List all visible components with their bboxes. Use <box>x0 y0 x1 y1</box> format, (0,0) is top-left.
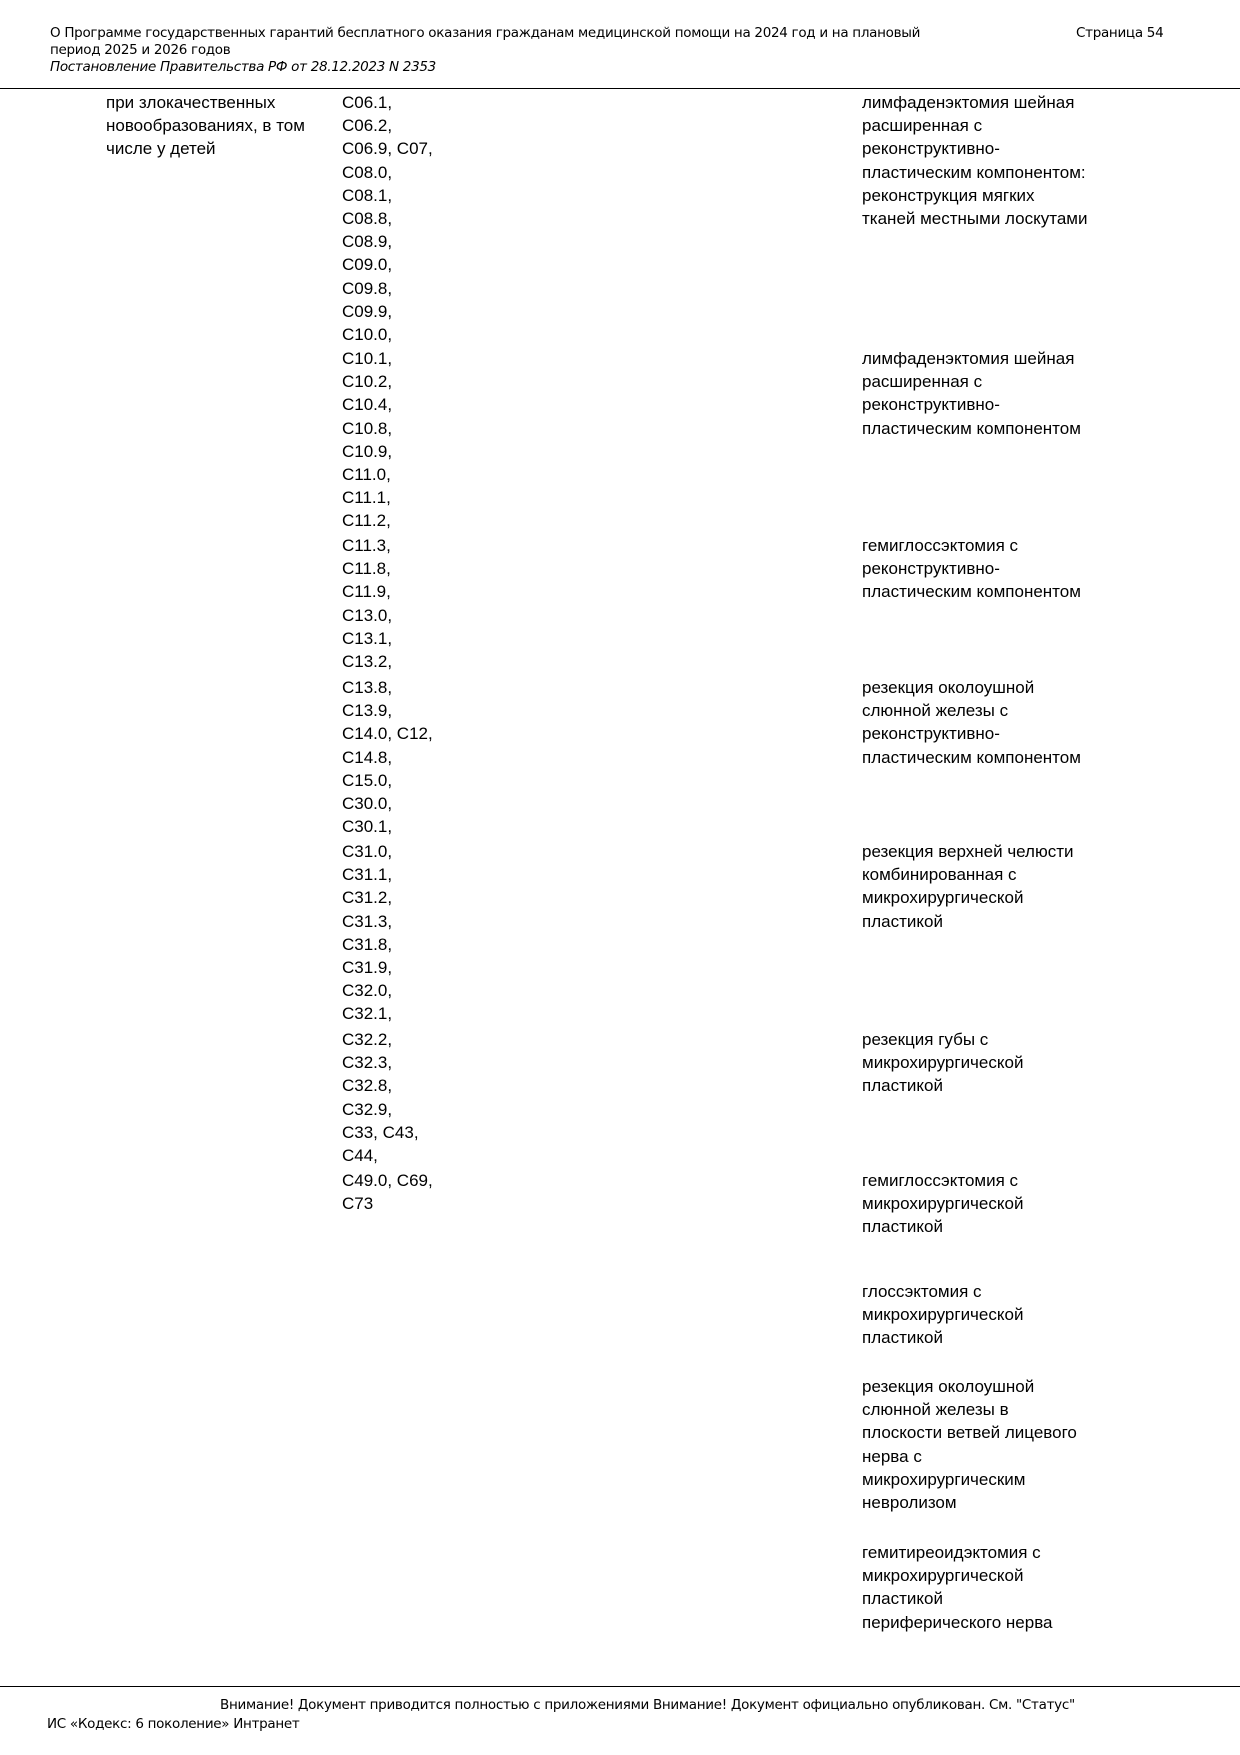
cell-line: резекция околоушной <box>862 1377 1035 1396</box>
cell-line: C33, C43, <box>342 1122 419 1142</box>
cell-line: расширенная с <box>862 372 983 392</box>
procedure-block <box>862 840 1074 933</box>
cell-line: пластикой <box>862 1328 943 1348</box>
cell-line: невролизом <box>862 1493 957 1513</box>
codes-block <box>342 1028 419 1167</box>
document-title-line2: период 2025 и 2026 годов <box>50 42 231 58</box>
cell-line: резекция околоушной <box>862 678 1035 697</box>
cell-line: C10.8, <box>342 418 393 438</box>
cell-line: C08.1, <box>342 185 393 205</box>
cell-line: C06.2, <box>342 116 393 136</box>
cell-line: реконструктивно- <box>862 559 1000 579</box>
cell-line: пластикой <box>862 1217 943 1237</box>
cell-line: пластическим компонентом <box>862 747 1081 767</box>
cell-line: C10.2, <box>342 372 393 392</box>
cell-line: C13.2, <box>342 652 393 672</box>
procedure-block <box>862 347 1081 440</box>
footer-system: ИС «Кодекс: 6 поколение» Интранет <box>47 1716 300 1732</box>
cell-line: пластикой <box>862 1589 943 1609</box>
cell-line: пластикой <box>862 1076 943 1096</box>
cell-line: гемиглоссэктомия с <box>862 1171 1019 1190</box>
cell-line: C73 <box>342 1194 374 1214</box>
cell-line: микрохирургической <box>862 1566 1024 1586</box>
cell-line: C10.9, <box>342 441 393 461</box>
cell-line: C32.3, <box>342 1053 393 1073</box>
cell-line: глоссэктомия с <box>862 1282 982 1301</box>
cell-line: C15.0, <box>342 770 393 790</box>
document-title-line1: О Программе государственных гарантий бесплатного оказания гражданам медицинской помощи на 2024 год и на плановый <box>50 25 921 41</box>
cell-line: расширенная с <box>862 116 983 136</box>
cell-line: C06.1, <box>342 93 393 112</box>
cell-line: C13.1, <box>342 628 393 648</box>
codes-block <box>342 534 392 673</box>
header-divider <box>0 88 1240 89</box>
cell-line: пластическим компонентом <box>862 418 1081 438</box>
cell-line: C11.3, <box>342 536 391 555</box>
codes-block <box>342 91 433 346</box>
cell-line: C32.0, <box>342 981 393 1001</box>
cell-line: комбинированная с <box>862 865 1017 885</box>
procedure-block <box>862 534 1081 604</box>
cell-line: резекция губы с <box>862 1030 989 1049</box>
cell-line: C08.9, <box>342 232 393 252</box>
cell-line: реконструкция мягких <box>862 185 1035 205</box>
cell-line: C30.0, <box>342 794 393 814</box>
cell-line: C11.8, <box>342 559 391 579</box>
cell-line: реконструктивно- <box>862 139 1000 159</box>
procedure-block <box>862 1375 1077 1514</box>
cell-line: C10.4, <box>342 395 393 415</box>
cell-line: C10.0, <box>342 325 393 345</box>
cell-line: C13.9, <box>342 701 393 721</box>
cell-line: лимфаденэктомия шейная <box>862 93 1075 112</box>
cell-line: C31.8, <box>342 934 393 954</box>
cell-line: микрохирургической <box>862 1305 1024 1325</box>
cell-line: C44, <box>342 1146 378 1166</box>
cell-line: C09.0, <box>342 255 393 275</box>
cell-line: C08.8, <box>342 209 393 229</box>
cell-line: C32.1, <box>342 1004 393 1024</box>
cell-line: C14.0, C12, <box>342 724 433 744</box>
cell-line: C30.1, <box>342 817 393 837</box>
cell-line: C09.9, <box>342 301 393 321</box>
cell-line: C13.0, <box>342 605 393 625</box>
cell-line: микрохирургической <box>862 1194 1024 1214</box>
cell-line: реконструктивно- <box>862 395 1000 415</box>
cell-line: пластикой <box>862 911 943 931</box>
cell-line: C31.1, <box>342 865 393 885</box>
cell-line: C10.1, <box>342 349 393 368</box>
cell-line: C11.1, <box>342 488 391 508</box>
cell-line: лимфаденэктомия шейная <box>862 349 1075 368</box>
condition-cell <box>106 91 305 161</box>
cell-line: C31.3, <box>342 911 393 931</box>
cell-line: нерва с <box>862 1446 922 1466</box>
cell-line: C11.9, <box>342 582 391 602</box>
cell-line: гемиглоссэктомия с <box>862 536 1019 555</box>
cell-line: слюнной железы с <box>862 701 1009 721</box>
cell-line: резекция верхней челюсти <box>862 842 1074 861</box>
cell-line: периферического нерва <box>862 1612 1053 1632</box>
footer-notice: Внимание! Документ приводится полностью с приложениями Внимание! Документ официально опубликован. См. "Статус" <box>220 1697 1075 1713</box>
cell-line: реконструктивно- <box>862 724 1000 744</box>
cell-line: C31.2, <box>342 888 393 908</box>
cell-line: гемитиреоидэктомия с <box>862 1543 1041 1562</box>
cell-line: C08.0, <box>342 162 393 182</box>
page-number: Страница 54 <box>1076 25 1164 41</box>
cell-line: C06.9, C07, <box>342 139 433 159</box>
procedure-block <box>862 1280 1023 1350</box>
cell-line: числе у детей <box>106 139 216 159</box>
codes-block <box>342 347 392 533</box>
footer-divider <box>0 1686 1240 1687</box>
cell-line: плоскости ветвей лицевого <box>862 1423 1077 1443</box>
cell-line: C11.2, <box>342 511 391 531</box>
procedure-block <box>862 1028 1023 1098</box>
cell-line: слюнной железы в <box>862 1400 1009 1420</box>
cell-line: C14.8, <box>342 747 393 767</box>
cell-line: новообразованиях, в том <box>106 116 305 136</box>
cell-line: C32.8, <box>342 1076 393 1096</box>
cell-line: C32.9, <box>342 1099 393 1119</box>
cell-line: C11.0, <box>342 465 391 485</box>
cell-line: C49.0, C69, <box>342 1171 433 1190</box>
procedure-block <box>862 1169 1023 1239</box>
codes-block <box>342 840 392 1026</box>
document-subtitle: Постановление Правительства РФ от 28.12.2023 N 2353 <box>50 59 436 75</box>
cell-line: C09.8, <box>342 278 393 298</box>
cell-line: микрохирургическим <box>862 1469 1026 1489</box>
cell-line: C31.9, <box>342 958 393 978</box>
procedure-block <box>862 1541 1053 1634</box>
cell-line: C13.8, <box>342 678 393 697</box>
cell-line: C32.2, <box>342 1030 393 1049</box>
codes-block <box>342 676 433 838</box>
cell-line: пластическим компонентом <box>862 582 1081 602</box>
cell-line: при злокачественных <box>106 93 276 112</box>
cell-line: пластическим компонентом: <box>862 162 1086 182</box>
procedure-block <box>862 676 1081 769</box>
codes-block <box>342 1169 433 1215</box>
cell-line: микрохирургической <box>862 888 1024 908</box>
cell-line: C31.0, <box>342 842 393 861</box>
cell-line: тканей местными лоскутами <box>862 209 1088 229</box>
procedure-block <box>862 91 1087 230</box>
cell-line: микрохирургической <box>862 1053 1024 1073</box>
